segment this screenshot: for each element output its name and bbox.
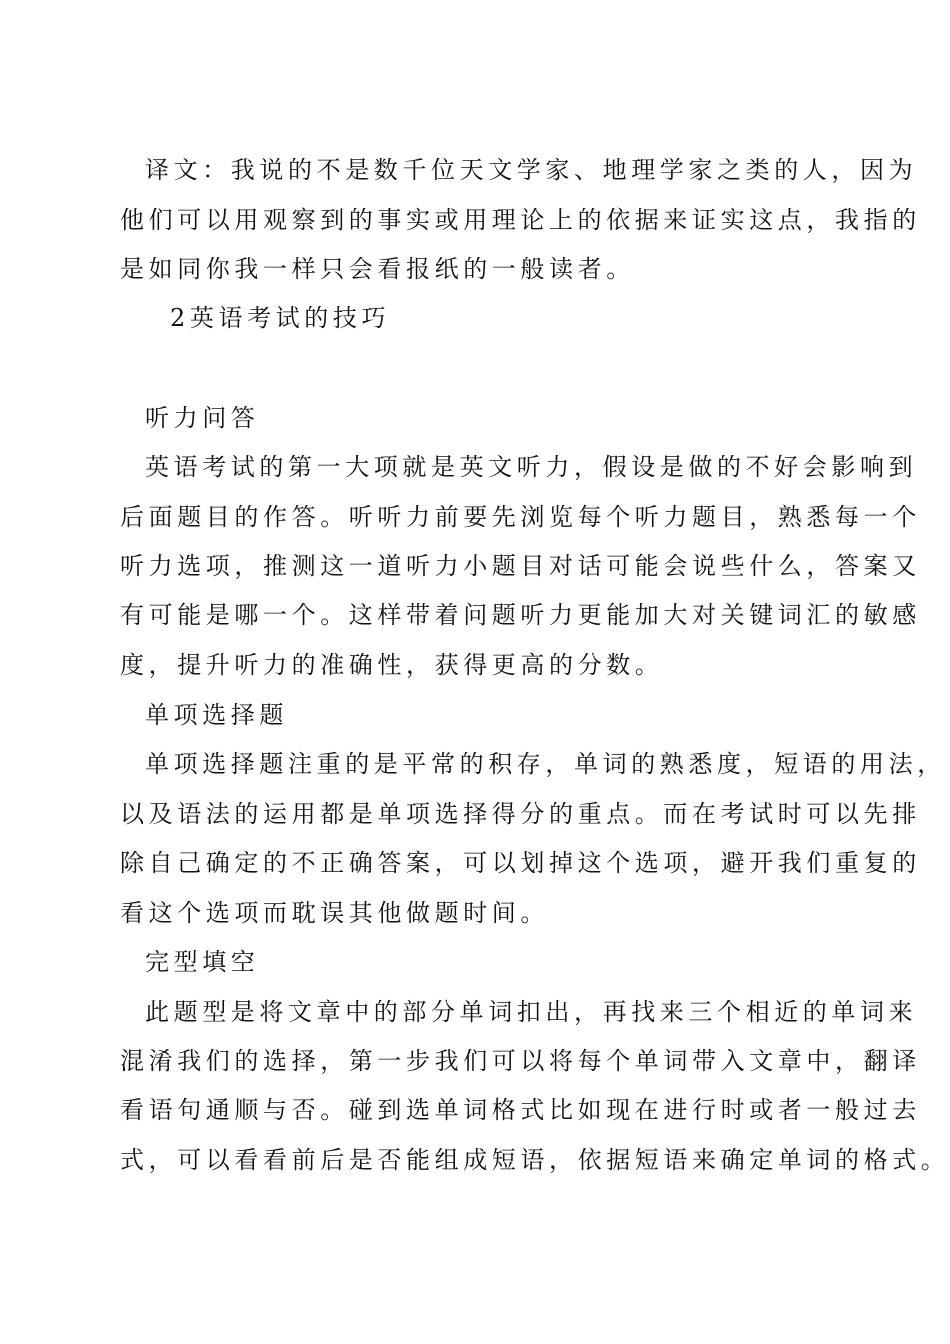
- cloze-line-4: 式，可以看看前后是否能组成短语，依据短语来确定单词的格式。: [120, 1146, 950, 1174]
- cloze-heading: 完型填空: [145, 948, 260, 976]
- translation-line-2: 他们可以用观察到的事实或用理论上的依据来证实这点，我指的: [120, 206, 921, 234]
- translation-line-3: 是如同你我一样只会看报纸的一般读者。: [120, 255, 635, 283]
- single-choice-line-1: 单项选择题注重的是平常的积存，单词的熟悉度，短语的用法，: [145, 750, 946, 778]
- listening-line-5: 度，提升听力的准确性，获得更高的分数。: [120, 651, 664, 679]
- listening-line-3: 听力选项，推测这一道听力小题目对话可能会说些什么，答案又: [120, 552, 921, 580]
- single-choice-line-2: 以及语法的运用都是单项选择得分的重点。而在考试时可以先排: [120, 800, 921, 828]
- translation-line-1: 译文：我说的不是数千位天文学家、地理学家之类的人，因为: [145, 156, 918, 184]
- listening-line-4: 有可能是哪一个。这样带着问题听力更能加大对关键词汇的敏感: [120, 601, 921, 629]
- listening-heading: 听力问答: [145, 404, 260, 432]
- cloze-line-2: 混淆我们的选择，第一步我们可以将每个单词带入文章中，翻译: [120, 1047, 921, 1075]
- single-choice-heading: 单项选择题: [145, 701, 288, 729]
- listening-line-1: 英语考试的第一大项就是英文听力，假设是做的不好会影响到: [145, 453, 918, 481]
- cloze-line-1: 此题型是将文章中的部分单词扣出，再找来三个相近的单词来: [145, 998, 918, 1026]
- cloze-line-3: 看语句通顺与否。碰到选单词格式比如现在进行时或者一般过去: [120, 1096, 921, 1124]
- section-heading: 2英语考试的技巧: [170, 304, 391, 332]
- single-choice-line-4: 看这个选项而耽误其他做题时间。: [120, 899, 549, 927]
- listening-line-2: 后面题目的作答。听听力前要先浏览每个听力题目，熟悉每一个: [120, 503, 921, 531]
- single-choice-line-3: 除自己确定的不正确答案，可以划掉这个选项，避开我们重复的: [120, 849, 921, 877]
